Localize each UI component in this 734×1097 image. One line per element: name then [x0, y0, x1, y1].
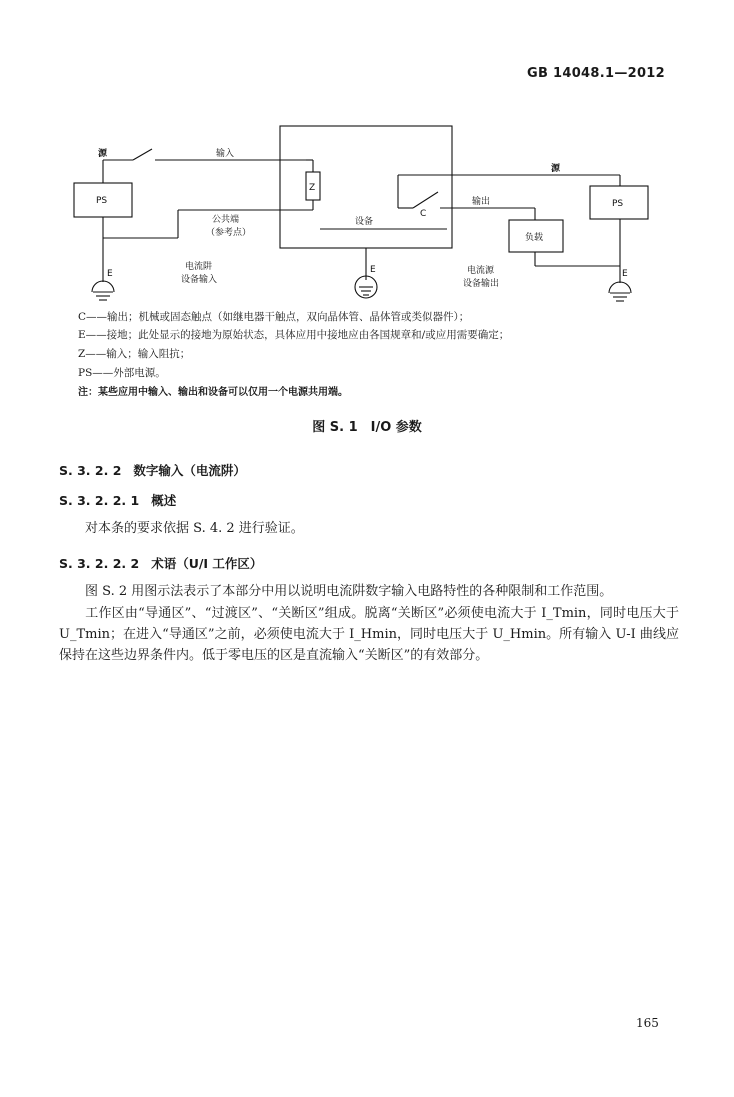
page-number: 165	[636, 1016, 659, 1030]
legend-item-ps: PS——外部电源。	[78, 367, 166, 379]
sink-label-2: 设备输入	[181, 275, 218, 285]
c-switch-label: C	[420, 209, 427, 219]
legend-item-c: C——输出；机械或固态触点（如继电器干触点，双向晶体管、晶体管或类似器件）；	[78, 311, 470, 323]
source-output-label-1: 电流源	[467, 266, 495, 276]
z-label: Z	[309, 183, 316, 193]
paragraph-figure-s2: 图 S. 2 用图示法表示了本部分中用以说明电流阱数字输入电路特性的各种限制和工作范围。	[85, 584, 613, 599]
reference-point-label: （参考点）	[206, 228, 252, 238]
common-terminal-label: 公共端	[212, 215, 240, 225]
device-label: 设备	[355, 217, 374, 227]
ground-center-label: E	[370, 265, 376, 275]
source-right-label: 源	[551, 164, 561, 174]
section-heading-s3222: S. 3. 2. 2 数字输入（电流阱）	[59, 463, 246, 478]
figure-caption: 图 S. 1 I/O 参数	[312, 420, 422, 435]
input-label: 输入	[216, 149, 235, 159]
paragraph-operating-zones: 工作区由“导通区”、“过渡区”、“关断区”组成。脱离“关断区”必须使电流大于 I_Tmin，同时电压大于 U_Tmin；在进入“导通区”之前，必须使电流大于 I_Hmin，同时电压大于 U_Hmin。所有输入 U-I 曲线应保持在这些边界条件内。低于零电压的区是直流输入“关断区”的有效部分。	[59, 606, 679, 663]
io-parameter-diagram	[0, 0, 734, 310]
load-label: 负载	[525, 233, 544, 243]
figure-note: 注：某些应用中输入、输出和设备可以仅用一个电源共用端。	[78, 387, 348, 398]
output-label: 输出	[472, 197, 491, 207]
legend-item-z: Z——输入；输入阻抗；	[78, 348, 191, 360]
ground-right-label: E	[622, 269, 628, 279]
sink-label-1: 电流阱	[185, 262, 213, 272]
section-heading-s32222: S. 3. 2. 2. 2 术语（U/I 工作区）	[59, 556, 263, 571]
section-heading-s32221: S. 3. 2. 2. 1 概述	[59, 493, 177, 508]
paragraph-verification: 对本条的要求依据 S. 4. 2 进行验证。	[85, 521, 304, 536]
legend-item-e: E——接地；此处显示的接地为原始状态，具体应用中接地应由各国规章和/或应用需要确定；	[78, 329, 510, 341]
ps-left-label: PS	[96, 196, 108, 206]
source-left-label: 源	[98, 149, 108, 159]
ground-left-label: E	[107, 269, 113, 279]
ps-right-label: PS	[612, 199, 624, 209]
source-output-label-2: 设备输出	[463, 279, 500, 289]
standard-number: GB 14048.1—2012	[527, 66, 665, 81]
